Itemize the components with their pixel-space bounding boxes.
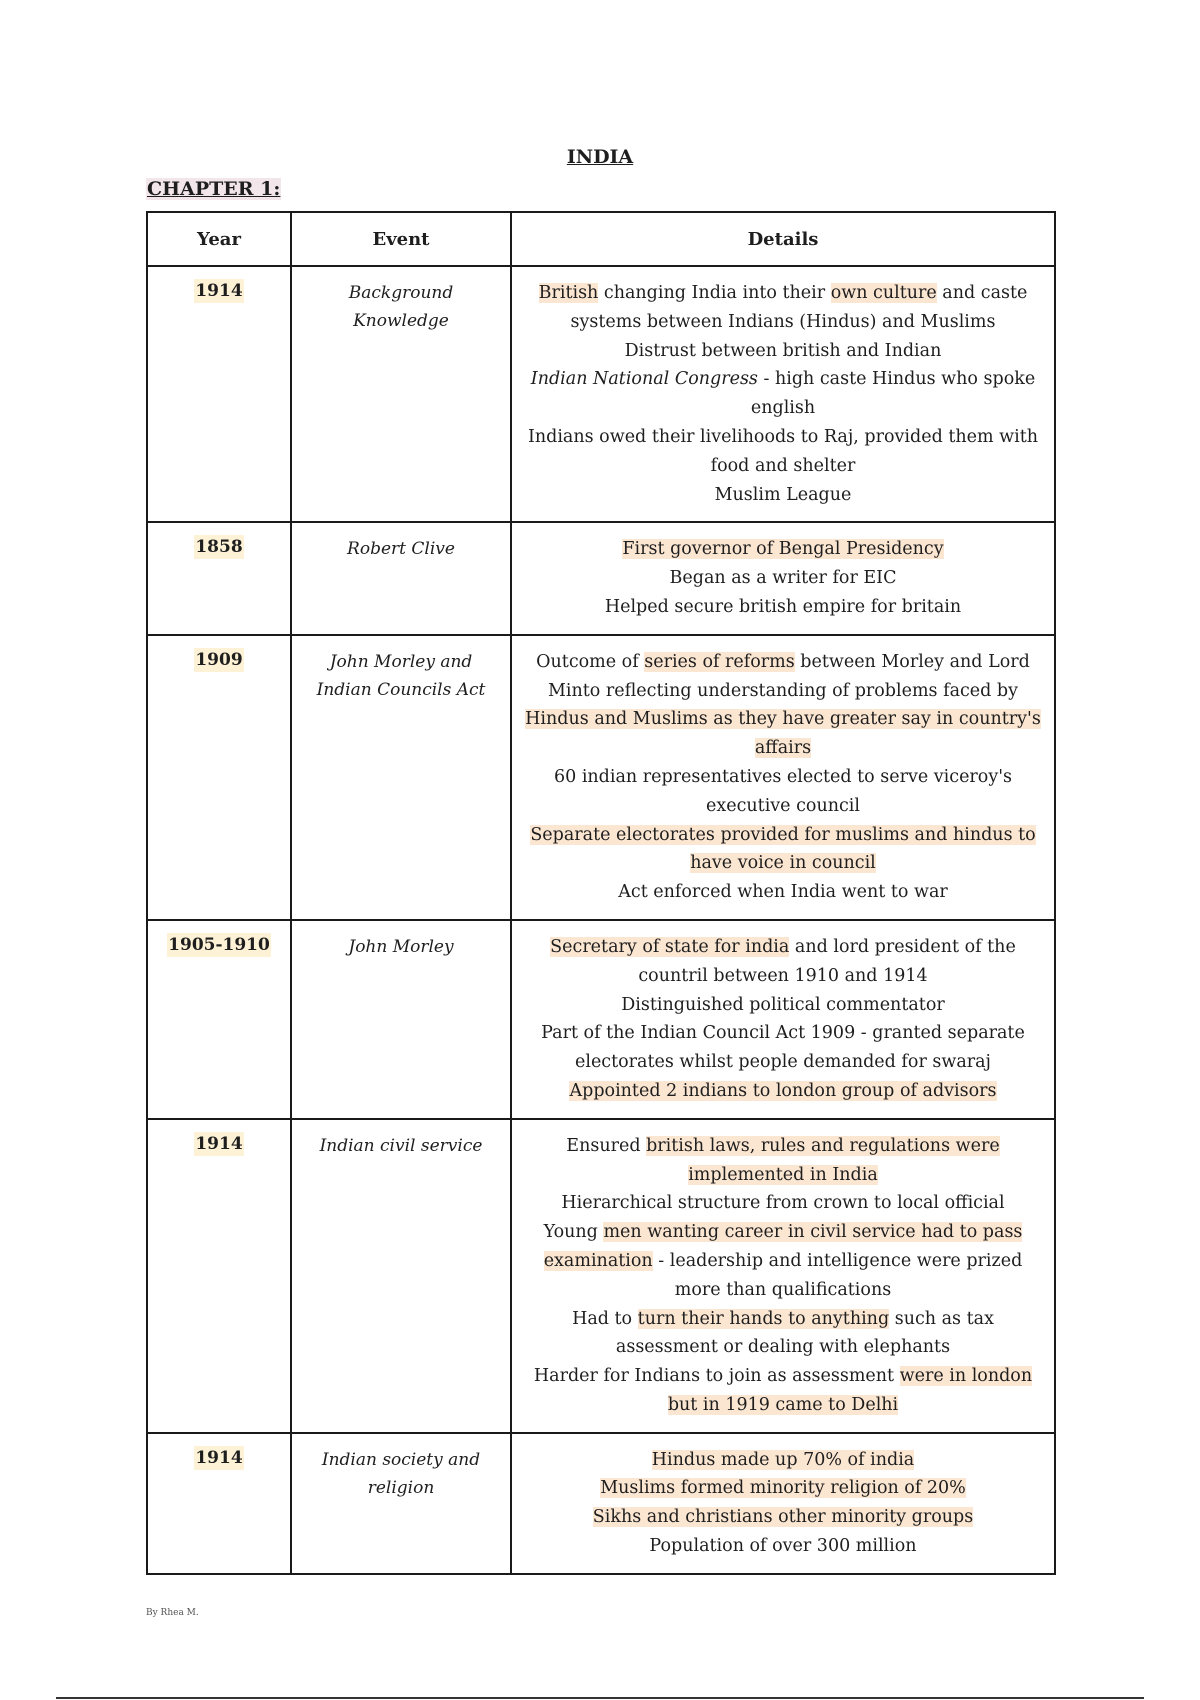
event-cell: Background Knowledge [291, 266, 511, 522]
year-value: 1909 [195, 649, 243, 670]
detail-text: such as tax assessment or dealing with elephants [615, 1308, 994, 1358]
event-cell: John Morley [291, 920, 511, 1119]
event-cell: Indian society and religion [291, 1433, 511, 1574]
highlighted-text: British [538, 283, 599, 303]
detail-text: Young [543, 1222, 604, 1243]
header-event: Event [291, 212, 511, 266]
detail-line [520, 1446, 1046, 1475]
table-row [147, 1433, 1055, 1574]
detail-line [520, 593, 1046, 622]
highlighted-text: turn their hands to anything [637, 1308, 890, 1329]
detail-line [520, 1474, 1046, 1503]
detail-text: Outcome of [536, 651, 645, 672]
highlighted-text: Appointed 2 indians to london group of advisors [569, 1080, 997, 1101]
detail-line [520, 1189, 1046, 1218]
detail-text: Act enforced when India went to war [618, 882, 948, 903]
highlighted-text: Separate electorates provided for muslims and hindus to have voice in council [530, 824, 1036, 874]
details-cell [511, 1433, 1055, 1574]
highlighted-text: Secretary of state for india [550, 936, 790, 957]
table-row [147, 1119, 1055, 1433]
detail-text: - high caste Hindus who spoke english [750, 369, 1036, 419]
detail-line [520, 933, 1046, 991]
detail-text: Distrust between british and Indian [624, 340, 942, 361]
year-cell [147, 920, 291, 1119]
highlighted-text: were in london but in 1919 came to Delhi [667, 1366, 1033, 1415]
detail-text: Ensured [566, 1135, 647, 1156]
highlighted-text: series of reforms [644, 651, 795, 672]
header-details: Details [511, 212, 1055, 266]
highlighted-text: Muslims formed minority religion of 20% [600, 1478, 966, 1499]
detail-text: Indian National Congress [530, 369, 758, 390]
detail-line [520, 1218, 1046, 1304]
details-cell [511, 522, 1055, 634]
detail-text: changing India into their [598, 283, 831, 303]
detail-line [520, 423, 1046, 481]
year-value: 1905-1910 [168, 934, 270, 955]
detail-text: and caste systems between Indians (Hindus) and Muslims [570, 283, 1028, 332]
detail-line [520, 1503, 1046, 1532]
detail-text: Population of over 300 million [649, 1536, 917, 1557]
detail-line [520, 481, 1046, 510]
year-cell [147, 1433, 291, 1574]
header-row [147, 212, 1055, 266]
detail-text: Had to [572, 1308, 638, 1329]
detail-line [520, 821, 1046, 879]
event-cell: John Morley and Indian Councils Act [291, 635, 511, 920]
detail-text: Began as a writer for EIC [669, 568, 897, 589]
year-cell [147, 635, 291, 920]
detail-line [520, 1019, 1046, 1077]
detail-line [520, 279, 1046, 337]
detail-text: Muslim League [714, 484, 852, 505]
highlighted-text: First governor of Bengal Presidency [622, 539, 944, 560]
detail-line [520, 1362, 1046, 1420]
details-cell [511, 266, 1055, 522]
detail-line [520, 878, 1046, 907]
highlighted-text: own culture [830, 283, 937, 303]
details-cell [511, 635, 1055, 920]
header-year: Year [147, 212, 291, 266]
table-row [147, 920, 1055, 1119]
detail-text: Hierarchical structure from crown to local official [561, 1193, 1005, 1214]
table-row [147, 266, 1055, 522]
year-value: 1914 [195, 1133, 243, 1154]
year-value: 1914 [195, 1447, 243, 1468]
detail-line [520, 1532, 1046, 1561]
event-cell: Robert Clive [291, 522, 511, 634]
detail-text: 60 indian representatives elected to serve viceroy's executive council [553, 766, 1013, 816]
bottom-rule [56, 1697, 1144, 1699]
highlighted-text: Sikhs and christians other minority groups [592, 1507, 974, 1528]
detail-text: between Morley and Lord Minto reflecting understanding of problems faced by [547, 651, 1030, 701]
detail-text: Part of the Indian Council Act 1909 - granted separate electorates whilst people demanded for swaraj [541, 1023, 1025, 1073]
year-cell [147, 266, 291, 522]
year-cell [147, 1119, 291, 1433]
detail-line [520, 564, 1046, 593]
highlighted-text: Hindus made up 70% of india [651, 1449, 915, 1470]
detail-line [520, 365, 1046, 423]
detail-line [520, 763, 1046, 821]
detail-text: - leadership and intelligence were prized more than qualifications [652, 1250, 1023, 1300]
chapter-heading: CHAPTER 1: [147, 178, 281, 200]
details-cell [511, 920, 1055, 1119]
highlighted-text: men wanting career in civil service had to pass examination [543, 1222, 1023, 1271]
detail-text: Distinguished political commentator [621, 994, 945, 1015]
byline: By Rhea M. [146, 1608, 199, 1618]
year-value: 1858 [195, 537, 243, 558]
detail-line [520, 648, 1046, 763]
detail-text: Helped secure british empire for britain [604, 596, 962, 617]
year-cell [147, 522, 291, 634]
table-row [147, 635, 1055, 920]
detail-line [520, 991, 1046, 1020]
year-value: 1914 [195, 281, 243, 301]
highlighted-text: british laws, rules and regulations were implemented in India [646, 1135, 1000, 1185]
detail-line [520, 1077, 1046, 1106]
details-cell [511, 1119, 1055, 1433]
event-cell: Indian civil service [291, 1119, 511, 1433]
detail-text: Indians owed their livelihoods to Raj, provided them with food and shelter [527, 426, 1039, 476]
table-row [147, 522, 1055, 634]
detail-line [520, 337, 1046, 366]
detail-line [520, 535, 1046, 564]
detail-line [520, 1132, 1046, 1190]
detail-text: Harder for Indians to join as assessment [533, 1366, 900, 1387]
highlighted-text: Hindus and Muslims as they have greater say in country's affairs [525, 709, 1041, 759]
detail-line [520, 1305, 1046, 1363]
page-title: INDIA [566, 146, 634, 168]
detail-text: and lord president of the countril between 1910 and 1914 [638, 936, 1016, 986]
timeline-table [146, 211, 1056, 1575]
